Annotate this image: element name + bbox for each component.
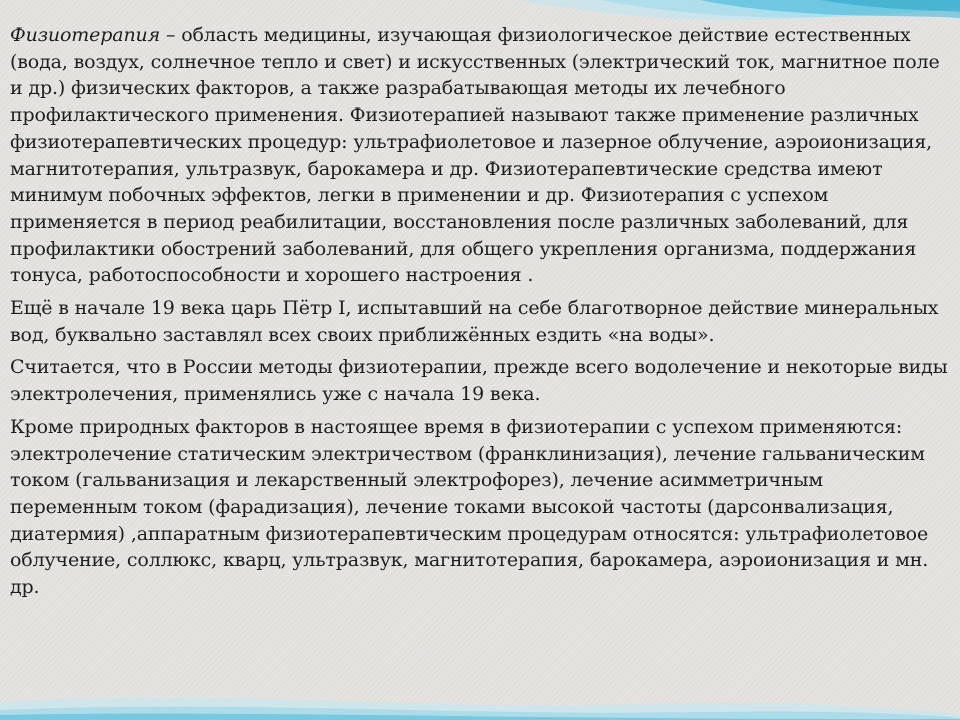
paragraph-definition-text: – область медицины, изучающая физиологическое действие естественных (вода, воздух, солнечное тепло и свет) и искусственных (электрический ток, магнитное поле и др.) физических факторов, а также разрабатывающая методы их лечебного профилактического применения. Физиотерапией называют также применение различных физиотерапевтических процедур: ультрафиолетовое и лазерное облучение, аэроионизация, магнитотерапия, ультразвук, барокамера и др. Физиотерапевтические средства имеют минимум побочных эффектов, легки в применении и др. Физиотерапия с успехом применяется в период реабилитации, восстановления после различных заболеваний, для профилактики обострений заболеваний, для общего укрепления организма, поддержания тонуса, работоспособности и хорошего настроения . <box>10 24 940 287</box>
slide-body-text <box>10 22 950 607</box>
paragraph-russia-history: Считается, что в России методы физиотерапии, прежде всего водолечение и некоторые виды электролечения, применялись уже с начала 19 века. <box>10 356 948 406</box>
paragraph-peter-the-great: Ещё в начале 19 века царь Пётр I, испытавший на себе благотворное действие минеральных вод, буквально заставлял всех своих приближённых ездить «на воды». <box>10 297 939 346</box>
paragraph-definition <box>10 22 950 289</box>
decorative-bottom-wave <box>0 680 960 720</box>
term-physiotherapy: Физиотерапия <box>10 24 161 46</box>
paragraph-modern-methods: Кроме природных факторов в настоящее время в физиотерапии с успехом применяются: электролечение статическим электричеством (франклинизация), лечение гальваническим током (гальванизация и лекарственный электрофорез), лечение асимметричным переменным током (фарадизация), лечение токами высокой частоты (дарсонвализация, диатермия) ,аппаратным физиотерапевтическим процедурам относятся: ультрафиолетовое облучение, соллюкс, кварц, ультразвук, магнитотерапия, барокамера, аэроионизация и мн. др. <box>10 415 929 599</box>
